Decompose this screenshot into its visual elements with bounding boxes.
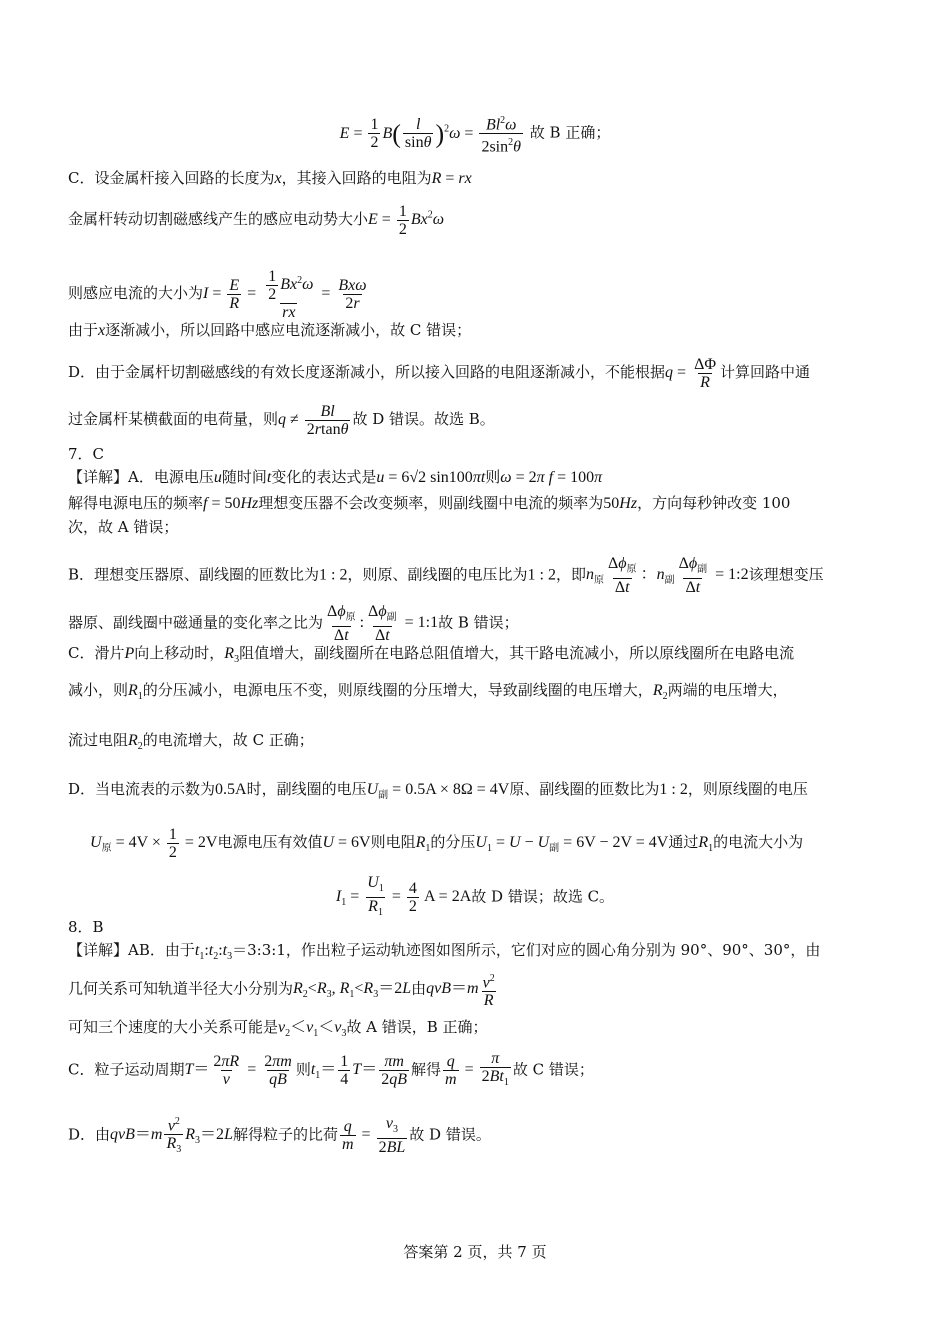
line-c-current: 则感应电流的大小为I = $\frac{E}{R}$ = $\frac{1}{2}$ Bx$^2$ω rx = $\frac{\text{Bxω}}{2r}$ — [68, 268, 367, 321]
line-c-setup: C．设金属杆接入回路的长度为x，其接入回路的电阻为R = rx — [68, 169, 472, 187]
line-c-conclusion: 由于x逐渐减小，所以回路中感应电流逐渐减小，故 C 错误； — [68, 321, 472, 339]
line-8ab-conclusion: 可知三个速度的大小关系可能是$v_2<v_1<v_3$故 A 错误，B 正确； — [68, 1018, 488, 1040]
question-8-answer: 8．B — [68, 918, 104, 936]
line-7c-voltage: 减小，则$R_1$的分压减小，电源电压不变，则原线圈的分压增大，导致副线圈的电压增大，$R_2$两端的电压增大， — [68, 681, 788, 703]
line-c-emf: 金属杆转动切割磁感线产生的感应电动势大小E = $\frac{1}{2}$ Bx$^2$ω — [68, 203, 444, 238]
text-conclusion-b: 故 B 正确； — [529, 123, 611, 142]
line-7b-conclusion: 器原、副线圈中磁通量的变化率之比为 $\frac{\Delta\phi_原}{\Delta t}$ : $\frac{\Delta\phi_副}{\Delta t}$ = 1:1故 B 错误； — [68, 603, 519, 645]
line-8d-ratio: D．由qvB＝m $\frac{v^2}{R_3}$ $R_3=2L$解得粒子的比荷 $\frac{q}{m}$ = $\frac{v_3}{2BL}$ 故 D 错误。 — [68, 1113, 491, 1159]
line-7c-slider: C．滑片P向上移动时，$R_3$阻值增大，副线圈所在电路总阻值增大，其干路电流减小，所以原线圈所在电路电流 — [68, 644, 795, 666]
page-footer: 答案第 2 页，共 7 页 — [403, 1243, 547, 1261]
question-7-answer: 7．C — [68, 445, 105, 463]
line-8c-period: C．粒子运动周期T＝ $\frac{2\pi R}{v}$ = $\frac{2\pi m}{qB}$ 则$t_1=$ $\frac{1}{4}$ T＝ $\frac{\pi m}{2qB}$ 解得 $\frac{q}{m}$ = $\frac{\pi}{2Bt_1}$ 故 C 错误； — [68, 1050, 594, 1091]
line-7a-conclusion: 次，故 A 错误； — [68, 518, 179, 536]
line-8ab-radii: 几何关系可知轨道半径大小分别为$R_2<R_3$, $R_1<R_3=2L$由qvB＝m $\frac{v^2}{R}$ — [68, 973, 495, 1010]
line-d-charge: D．由于金属杆切割磁感线的有效长度逐渐减小，所以接入回路的电阻逐渐减小，不能根据q = $\frac{\Delta\Phi}{R}$ 计算回路中通 — [68, 356, 811, 391]
line-7c-conclusion: 流过电阻$R_2$的电流增大，故 C 正确； — [68, 731, 314, 753]
line-7d-secondary: D．当电流表的示数为0.5A时，副线圈的电压$U_副 = 0.5A \times 8\Omega = 4V$原、副线圈的匝数比为1 : 2，则原线圈的电压 — [68, 780, 808, 802]
line-7b-ratio: B．理想变压器原、副线圈的匝数比为1 : 2，则原、副线圈的电压比为1 : 2，即$n_原$ $\frac{\Delta\phi_原}{\Delta t}$ ：$n_副$ $\frac{\Delta\phi_副}{\Delta t}$ = 1:2该理想变压 — [68, 555, 824, 597]
line-7d-conclusion: $I_1$ = $\frac{U_1}{R_1}$ = $\frac{4}{2}$ A = 2A故 D 错误；故选 C。 — [0, 874, 950, 921]
line-7d-primary: $U_原 = 4V$ × $\frac{1}{2}$ = 2V电源电压有效值U = 6V则电阻$R_1$的分压$U_1 = U - U_副 = 6V - 2V = 4V$通过$R_1$的电流大小为 — [90, 826, 804, 861]
line-8ab-times: 【详解】AB．由于$t_1:t_2:t_3=3:3:1$，作出粒子运动轨迹图如图所示，它们对应的圆心角分别为 90°、90°、30°，由 — [68, 941, 821, 963]
line-7a-voltage: 【详解】A．电源电压u随时间t变化的表达式是u = 6√2 sin100πt则ω = 2π f = 100π — [68, 468, 603, 486]
line-d-conclusion: 过金属杆某横截面的电荷量，则q ≠ $\frac{Bl}{2rtan\theta}$ 故 D 错误。故选 B。 — [68, 403, 495, 438]
line-7a-frequency: 解得电源电压的频率f = 50Hz理想变压器不会改变频率，则副线圈中电流的频率为50Hz，方向每秒钟改变 100 — [68, 494, 791, 512]
equation-emf-b: E = $\frac{1}{2}$ B( $\frac{l}{\sin\theta}$ )$^2$ω = $\frac{Bl^2\omega}{2\sin^2\theta}$ 故 B 正确； — [339, 115, 611, 156]
